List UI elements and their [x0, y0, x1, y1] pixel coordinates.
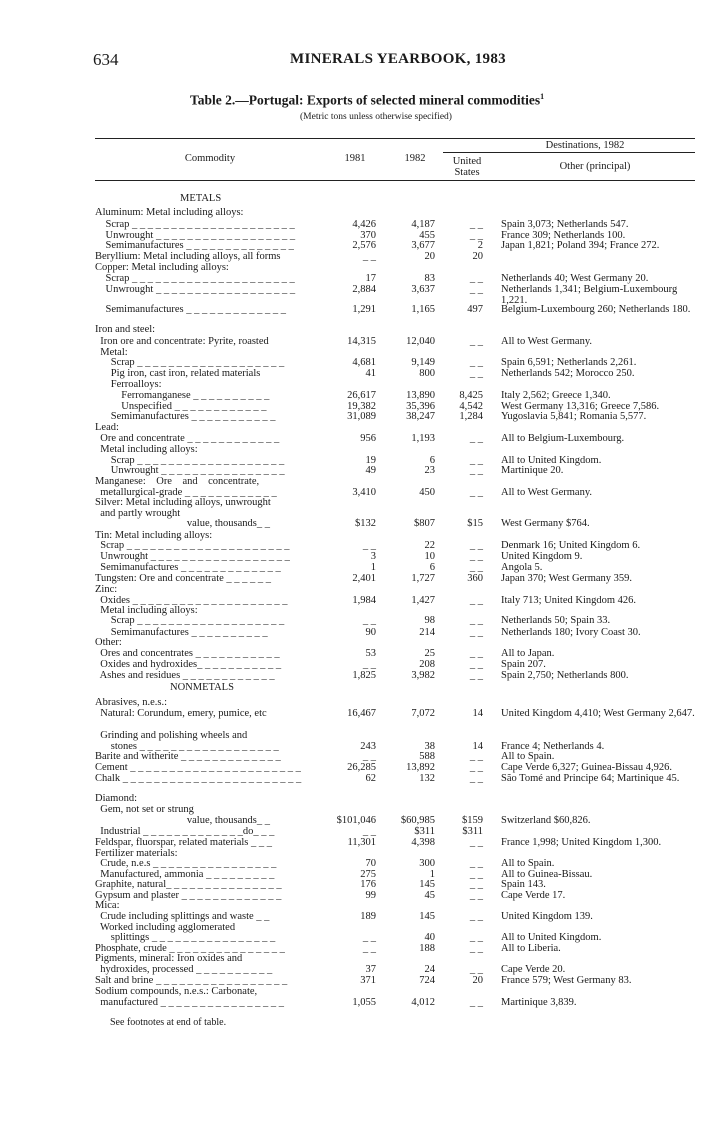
commodity-cell: Unwrought _ _ _ _ _ _ _ _ _ _ _ _ _ _ _ _ _ _: [95, 230, 296, 241]
other-destinations-cell: France 4; Netherlands 4.: [501, 741, 605, 752]
value-1981-cell: _ _: [362, 659, 376, 670]
other-destinations-cell: Netherlands 180; Ivory Coast 30.: [501, 627, 641, 638]
commodity-cell: value, thousands_ _: [95, 815, 270, 826]
value-1982-cell: 450: [419, 487, 435, 498]
commodity-cell: Feldspar, fluorspar, related materials _ _ _: [95, 837, 273, 848]
value-1981-cell: 17: [365, 273, 376, 284]
united-states-cell: 20: [472, 975, 483, 986]
value-1982-cell: 6: [429, 562, 435, 573]
value-1981-cell: 37: [365, 964, 376, 975]
value-1982-cell: 6: [429, 455, 435, 466]
other-destinations-cell: All to United Kingdom.: [501, 932, 602, 943]
commodity-cell: Graphite, natural_ _ _ _ _ _ _ _ _ _ _ _ _ _ _: [95, 879, 282, 890]
value-1981-cell: 4,681: [352, 357, 376, 368]
value-1982-cell: 13,892: [406, 762, 435, 773]
united-states-cell: 497: [467, 304, 483, 315]
other-destinations-cell: All to United Kingdom.: [501, 455, 602, 466]
united-states-cell: _ _: [469, 487, 483, 498]
commodity-cell: Semimanufactures _ _ _ _ _ _ _ _ _ _ _ _ _ _: [95, 240, 294, 251]
other-destinations-cell: All to Liberia.: [501, 943, 561, 954]
united-states-cell: _ _: [469, 943, 483, 954]
value-1982-cell: 208: [419, 659, 435, 670]
commodity-cell: Gypsum and plaster _ _ _ _ _ _ _ _ _ _ _ _ _: [95, 890, 282, 901]
commodity-cell: Crude, n.e.s _ _ _ _ _ _ _ _ _ _ _ _ _ _ _ _: [95, 858, 277, 869]
commodity-cell: Semimanufactures _ _ _ _ _ _ _ _ _ _ _: [95, 411, 276, 422]
value-1982-cell: 20: [424, 251, 435, 262]
other-destinations-cell: Spain 3,073; Netherlands 547.: [501, 219, 629, 230]
value-1981-cell: 3: [370, 551, 376, 562]
commodity-cell: Fertilizer materials:: [95, 848, 178, 859]
united-states-cell: _ _: [469, 837, 483, 848]
value-1982-cell: 4,398: [411, 837, 435, 848]
other-destinations-cell: Netherlands 40; West Germany 20.: [501, 273, 649, 284]
value-1981-cell: 1: [370, 562, 376, 573]
commodity-cell: Scrap _ _ _ _ _ _ _ _ _ _ _ _ _ _ _ _ _ _ _ _ _: [95, 273, 295, 284]
header-commodity: Commodity: [184, 153, 236, 164]
commodity-cell: Unspecified _ _ _ _ _ _ _ _ _ _ _ _: [95, 401, 267, 412]
commodity-cell: Semimanufactures _ _ _ _ _ _ _ _ _ _ _ _ _: [95, 304, 287, 315]
commodity-cell: Manufactured, ammonia _ _ _ _ _ _ _ _ _: [95, 869, 275, 880]
value-1982-cell: 3,677: [411, 240, 435, 251]
united-states-cell: _ _: [469, 997, 483, 1008]
header-1982: 1982: [404, 153, 426, 164]
commodity-cell: Ores and concentrates _ _ _ _ _ _ _ _ _ _ _: [95, 648, 280, 659]
united-states-cell: _ _: [469, 890, 483, 901]
commodity-cell: Scrap _ _ _ _ _ _ _ _ _ _ _ _ _ _ _ _ _ _ _ _ _: [95, 540, 290, 551]
other-destinations-cell: Italy 2,562; Greece 1,340.: [501, 390, 611, 401]
value-1982-cell: 22: [424, 540, 435, 551]
table-row: [0, 304, 712, 316]
commodity-cell: Copper: Metal including alloys:: [95, 262, 229, 273]
value-1981-cell: _ _: [362, 943, 376, 954]
other-destinations-cell: United Kingdom 9.: [501, 551, 583, 562]
commodity-cell: Scrap _ _ _ _ _ _ _ _ _ _ _ _ _ _ _ _ _ _ _ _ _: [95, 219, 295, 230]
commodity-cell: Cement _ _ _ _ _ _ _ _ _ _ _ _ _ _ _ _ _ _ _ _ _ _: [95, 762, 301, 773]
other-destinations-cell: All to West Germany.: [501, 487, 593, 498]
commodity-cell: Sodium compounds, n.e.s.: Carbonate,: [95, 986, 258, 997]
value-1981-cell: _ _: [362, 932, 376, 943]
value-1981-cell: $132: [355, 518, 376, 529]
commodity-cell: Industrial _ _ _ _ _ _ _ _ _ _ _ _ _do_ _ _: [95, 826, 275, 837]
united-states-cell: 360: [467, 573, 483, 584]
commodity-cell: Iron ore and concentrate: Pyrite, roasted: [95, 336, 269, 347]
other-destinations-cell: France 309; Netherlands 100.: [501, 230, 626, 241]
value-1982-cell: 1,427: [411, 595, 435, 606]
value-1982-cell: 455: [419, 230, 435, 241]
other-destinations-cell: France 1,998; United Kingdom 1,300.: [501, 837, 662, 848]
commodity-cell: Ore and concentrate _ _ _ _ _ _ _ _ _ _ _ _: [95, 433, 280, 444]
value-1982-cell: 9,149: [411, 357, 435, 368]
header-destinations: Destinations, 1982: [545, 140, 625, 151]
united-states-cell: _ _: [469, 762, 483, 773]
value-1981-cell: _ _: [362, 540, 376, 551]
commodity-cell: Salt and brine _ _ _ _ _ _ _ _ _ _ _ _ _ _ _ _ _: [95, 975, 288, 986]
commodity-cell: value, thousands_ _: [95, 518, 270, 529]
commodity-cell: Ferroalloys:: [95, 379, 162, 390]
other-destinations-cell: France 579; West Germany 83.: [501, 975, 632, 986]
commodity-cell: Worked including agglomerated: [95, 922, 236, 933]
commodity-cell: splittings _ _ _ _ _ _ _ _ _ _ _ _ _ _ _ _: [95, 932, 276, 943]
commodity-cell: Grinding and polishing wheels and: [95, 730, 248, 741]
commodity-cell: Metal including alloys:: [95, 444, 198, 455]
table-row: [0, 207, 712, 219]
commodity-cell: Zinc:: [95, 584, 118, 595]
united-states-cell: $311: [462, 826, 483, 837]
commodity-cell: Mica:: [95, 900, 120, 911]
commodity-cell: Gem, not set or strung: [95, 804, 194, 815]
commodity-cell: and partly wrought: [95, 508, 181, 519]
other-destinations-cell: Japan 1,821; Poland 394; France 272.: [501, 240, 660, 251]
value-1981-cell: 16,467: [347, 708, 376, 719]
value-1981-cell: 1,984: [352, 595, 376, 606]
other-destinations-cell: All to Spain.: [501, 751, 555, 762]
united-states-cell: _ _: [469, 911, 483, 922]
united-states-cell: _ _: [469, 562, 483, 573]
other-destinations-cell: Switzerland $60,826.: [501, 815, 591, 826]
commodity-cell: Lead:: [95, 422, 119, 433]
other-destinations-cell: West Germany 13,316; Greece 7,586.: [501, 401, 660, 412]
value-1982-cell: $311: [414, 826, 435, 837]
united-states-cell: 20: [472, 251, 483, 262]
united-states-cell: _ _: [469, 932, 483, 943]
value-1981-cell: 1,055: [352, 997, 376, 1008]
commodity-cell: Other:: [95, 637, 122, 648]
other-destinations-cell: Netherlands 1,341; Belgium-Luxembourg 1,221.: [501, 284, 678, 306]
commodity-cell: Barite and witherite _ _ _ _ _ _ _ _ _ _ _ _ _: [95, 751, 281, 762]
united-states-cell: _ _: [469, 648, 483, 659]
other-destinations-cell: All to Japan.: [501, 648, 555, 659]
united-states-cell: _ _: [469, 455, 483, 466]
value-1981-cell: 189: [360, 911, 376, 922]
commodity-cell: Semimanufactures _ _ _ _ _ _ _ _ _ _: [95, 627, 268, 638]
united-states-cell: _ _: [469, 551, 483, 562]
other-destinations-cell: Spain 2,750; Netherlands 800.: [501, 670, 629, 681]
united-states-cell: 2: [477, 240, 483, 251]
value-1981-cell: 275: [360, 869, 376, 880]
commodity-cell: Scrap _ _ _ _ _ _ _ _ _ _ _ _ _ _ _ _ _ _ _: [95, 455, 285, 466]
value-1981-cell: _ _: [362, 751, 376, 762]
value-1981-cell: 1,825: [352, 670, 376, 681]
value-1981-cell: 1,291: [352, 304, 376, 315]
value-1982-cell: 4,187: [411, 219, 435, 230]
table-row: [0, 284, 712, 306]
header-other: Other (principal): [559, 161, 631, 172]
value-1982-cell: 145: [419, 911, 435, 922]
value-1981-cell: 19: [365, 455, 376, 466]
table-row: [0, 518, 712, 530]
commodity-cell: Chalk _ _ _ _ _ _ _ _ _ _ _ _ _ _ _ _ _ _ _ _ _ _ _: [95, 773, 302, 784]
value-1982-cell: $60,985: [400, 815, 435, 826]
united-states-cell: _ _: [469, 230, 483, 241]
value-1981-cell: 4,426: [352, 219, 376, 230]
other-destinations-cell: All to Guinea-Bissau.: [501, 869, 593, 880]
united-states-cell: 8,425: [459, 390, 483, 401]
united-states-cell: _ _: [469, 879, 483, 890]
united-states-cell: _ _: [469, 659, 483, 670]
header-1981: 1981: [344, 153, 366, 164]
section-nonmetals: NONMETALS: [170, 682, 234, 693]
commodity-cell: Crude including splittings and waste _ _: [95, 911, 270, 922]
value-1982-cell: 38,247: [406, 411, 435, 422]
value-1981-cell: 14,315: [347, 336, 376, 347]
value-1982-cell: 13,890: [406, 390, 435, 401]
other-destinations-cell: Belgium-Luxembourg 260; Netherlands 180.: [501, 304, 691, 315]
value-1981-cell: 371: [360, 975, 376, 986]
table-title-text: Table 2.—Portugal: Exports of selected mineral commodities: [190, 92, 541, 108]
value-1981-cell: 41: [365, 368, 376, 379]
table-row: [0, 997, 712, 1009]
value-1982-cell: 145: [419, 879, 435, 890]
other-destinations-cell: Cape Verde 17.: [501, 890, 566, 901]
value-1981-cell: 90: [365, 627, 376, 638]
other-destinations-cell: West Germany $764.: [501, 518, 590, 529]
other-destinations-cell: São Tomé and Principe 64; Martinique 45.: [501, 773, 680, 784]
commodity-cell: Phosphate, crude _ _ _ _ _ _ _ _ _ _ _ _ _ _ _: [95, 943, 285, 954]
value-1982-cell: 35,396: [406, 401, 435, 412]
other-destinations-cell: Netherlands 50; Spain 33.: [501, 615, 611, 626]
other-destinations-cell: Cape Verde 6,327; Guinea-Bissau 4,926.: [501, 762, 672, 773]
value-1981-cell: 70: [365, 858, 376, 869]
value-1982-cell: 24: [424, 964, 435, 975]
united-states-cell: _ _: [469, 284, 483, 295]
value-1982-cell: 132: [419, 773, 435, 784]
value-1981-cell: 2,576: [352, 240, 376, 251]
value-1982-cell: 1,727: [411, 573, 435, 584]
value-1981-cell: 2,401: [352, 573, 376, 584]
footnote: See footnotes at end of table.: [110, 1017, 227, 1028]
commodity-cell: Scrap _ _ _ _ _ _ _ _ _ _ _ _ _ _ _ _ _ _ _: [95, 615, 285, 626]
commodity-cell: Oxides _ _ _ _ _ _ _ _ _ _ _ _ _ _ _ _ _ _ _ _: [95, 595, 288, 606]
table-title-footnote: 1: [540, 92, 545, 101]
value-1981-cell: 62: [365, 773, 376, 784]
commodity-cell: Ferromanganese _ _ _ _ _ _ _ _ _ _: [95, 390, 270, 401]
value-1981-cell: 3,410: [352, 487, 376, 498]
united-states-cell: _ _: [469, 336, 483, 347]
commodity-cell: Pigments, mineral: Iron oxides and: [95, 953, 243, 964]
value-1982-cell: 214: [419, 627, 435, 638]
united-states-cell: _ _: [469, 540, 483, 551]
united-states-cell: _ _: [469, 465, 483, 476]
value-1982-cell: 12,040: [406, 336, 435, 347]
commodity-cell: Silver: Metal including alloys, unwrought: [95, 497, 271, 508]
other-destinations-cell: Spain 207.: [501, 659, 546, 670]
commodity-cell: Iron and steel:: [95, 324, 156, 335]
other-destinations-cell: Netherlands 542; Morocco 250.: [501, 368, 635, 379]
united-states-cell: _ _: [469, 627, 483, 638]
value-1982-cell: 25: [424, 648, 435, 659]
united-states-cell: 14: [472, 741, 483, 752]
section-metals: METALS: [180, 193, 222, 204]
united-states-cell: _ _: [469, 751, 483, 762]
value-1982-cell: 1,165: [411, 304, 435, 315]
value-1982-cell: 724: [419, 975, 435, 986]
united-states-cell: _ _: [469, 615, 483, 626]
united-states-cell: _ _: [469, 869, 483, 880]
other-destinations-cell: Martinique 20.: [501, 465, 564, 476]
value-1981-cell: 370: [360, 230, 376, 241]
united-states-cell: _ _: [469, 219, 483, 230]
value-1981-cell: 176: [360, 879, 376, 890]
united-states-cell: 14: [472, 708, 483, 719]
value-1981-cell: 956: [360, 433, 376, 444]
united-states-cell: _ _: [469, 773, 483, 784]
commodity-cell: Pig iron, cast iron, related materials: [95, 368, 261, 379]
united-states-cell: 4,542: [459, 401, 483, 412]
commodity-cell: Tungsten: Ore and concentrate _ _ _ _ _ _: [95, 573, 272, 584]
other-destinations-cell: United Kingdom 4,410; West Germany 2,647.: [501, 708, 695, 719]
value-1982-cell: 45: [424, 890, 435, 901]
other-destinations-cell: Spain 143.: [501, 879, 546, 890]
commodity-cell: Scrap _ _ _ _ _ _ _ _ _ _ _ _ _ _ _ _ _ _ _: [95, 357, 285, 368]
united-states-cell: _ _: [469, 357, 483, 368]
value-1982-cell: 4,012: [411, 997, 435, 1008]
table-row: [0, 708, 712, 720]
value-1981-cell: _ _: [362, 615, 376, 626]
united-states-cell: _ _: [469, 964, 483, 975]
commodity-cell: Metal including alloys:: [95, 605, 198, 616]
united-states-cell: _ _: [469, 273, 483, 284]
value-1981-cell: _ _: [362, 251, 376, 262]
united-states-cell: _ _: [469, 858, 483, 869]
table-row: [0, 324, 712, 336]
commodity-cell: metallurgical-grade _ _ _ _ _ _ _ _ _ _ _ _: [95, 487, 277, 498]
united-states-cell: $15: [467, 518, 483, 529]
table-subtitle: (Metric tons unless otherwise specified): [300, 112, 452, 122]
commodity-cell: stones _ _ _ _ _ _ _ _ _ _ _ _ _ _ _ _ _ _: [95, 741, 279, 752]
commodity-cell: Unwrought _ _ _ _ _ _ _ _ _ _ _ _ _ _ _ _ _ _: [95, 551, 290, 562]
value-1982-cell: 800: [419, 368, 435, 379]
value-1982-cell: 10: [424, 551, 435, 562]
united-states-cell: $159: [462, 815, 483, 826]
value-1982-cell: $807: [414, 518, 435, 529]
value-1982-cell: 1,193: [411, 433, 435, 444]
united-states-cell: _ _: [469, 433, 483, 444]
commodity-cell: Semimanufactures _ _ _ _ _ _ _ _ _ _ _ _ _: [95, 562, 281, 573]
commodity-cell: Aluminum: Metal including alloys:: [95, 207, 244, 218]
value-1981-cell: $101,046: [336, 815, 376, 826]
other-destinations-cell: Yugoslavia 5,841; Romania 5,577.: [501, 411, 647, 422]
value-1981-cell: 99: [365, 890, 376, 901]
commodity-cell: hydroxides, processed _ _ _ _ _ _ _ _ _ _: [95, 964, 273, 975]
value-1982-cell: 7,072: [411, 708, 435, 719]
commodity-cell: Beryllium: Metal including alloys, all forms: [95, 251, 281, 262]
value-1981-cell: _ _: [362, 826, 376, 837]
value-1982-cell: 588: [419, 751, 435, 762]
commodity-cell: Unwrought _ _ _ _ _ _ _ _ _ _ _ _ _ _ _ _ _ _: [95, 284, 296, 295]
commodity-cell: Tin: Metal including alloys:: [95, 530, 213, 541]
united-states-cell: _ _: [469, 595, 483, 606]
table-row: [0, 670, 712, 682]
value-1982-cell: 40: [424, 932, 435, 943]
commodity-cell: Unwrought _ _ _ _ _ _ _ _ _ _ _ _ _ _ _ _: [95, 465, 285, 476]
value-1981-cell: 49: [365, 465, 376, 476]
value-1981-cell: 19,382: [347, 401, 376, 412]
united-states-cell: _ _: [469, 368, 483, 379]
value-1981-cell: 31,089: [347, 411, 376, 422]
value-1981-cell: 26,285: [347, 762, 376, 773]
commodity-cell: Diamond:: [95, 793, 137, 804]
other-destinations-cell: Cape Verde 20.: [501, 964, 566, 975]
other-destinations-cell: All to Belgium-Luxembourg.: [501, 433, 625, 444]
value-1981-cell: 53: [365, 648, 376, 659]
running-head: MINERALS YEARBOOK, 1983: [290, 51, 506, 67]
value-1982-cell: 98: [424, 615, 435, 626]
commodity-cell: Natural: Corundum, emery, pumice, etc: [95, 708, 267, 719]
table-row: [0, 615, 712, 627]
value-1981-cell: 2,884: [352, 284, 376, 295]
other-destinations-cell: Japan 370; West Germany 359.: [501, 573, 633, 584]
other-destinations-cell: All to Spain.: [501, 858, 555, 869]
value-1982-cell: 38: [424, 741, 435, 752]
other-destinations-cell: United Kingdom 139.: [501, 911, 593, 922]
value-1982-cell: 1: [429, 869, 435, 880]
value-1982-cell: 188: [419, 943, 435, 954]
value-1981-cell: 243: [360, 741, 376, 752]
other-destinations-cell: Angola 5.: [501, 562, 543, 573]
commodity-cell: Metal:: [95, 347, 128, 358]
value-1982-cell: 83: [424, 273, 435, 284]
united-states-cell: _ _: [469, 670, 483, 681]
table-row: [0, 773, 712, 785]
commodity-cell: manufactured _ _ _ _ _ _ _ _ _ _ _ _ _ _ _ _: [95, 997, 284, 1008]
united-states-cell: 1,284: [459, 411, 483, 422]
commodity-cell: Ashes and residues _ _ _ _ _ _ _ _ _ _ _ _: [95, 670, 275, 681]
value-1982-cell: 3,982: [411, 670, 435, 681]
value-1981-cell: 26,617: [347, 390, 376, 401]
commodity-cell: Oxides and hydroxides_ _ _ _ _ _ _ _ _ _ _: [95, 659, 282, 670]
value-1982-cell: 300: [419, 858, 435, 869]
page-number: 634: [93, 50, 119, 69]
commodity-cell: Abrasives, n.e.s.:: [95, 697, 168, 708]
other-destinations-cell: All to West Germany.: [501, 336, 593, 347]
header-united-states: United States: [452, 156, 482, 178]
other-destinations-cell: Italy 713; United Kingdom 426.: [501, 595, 637, 606]
value-1981-cell: 11,301: [347, 837, 376, 848]
other-destinations-cell: Spain 6,591; Netherlands 2,261.: [501, 357, 637, 368]
other-destinations-cell: Martinique 3,839.: [501, 997, 577, 1008]
commodity-cell: Manganese: Ore and concentrate,: [95, 476, 260, 487]
value-1982-cell: 23: [424, 465, 435, 476]
value-1982-cell: 3,637: [411, 284, 435, 295]
other-destinations-cell: Denmark 16; United Kingdom 6.: [501, 540, 641, 551]
